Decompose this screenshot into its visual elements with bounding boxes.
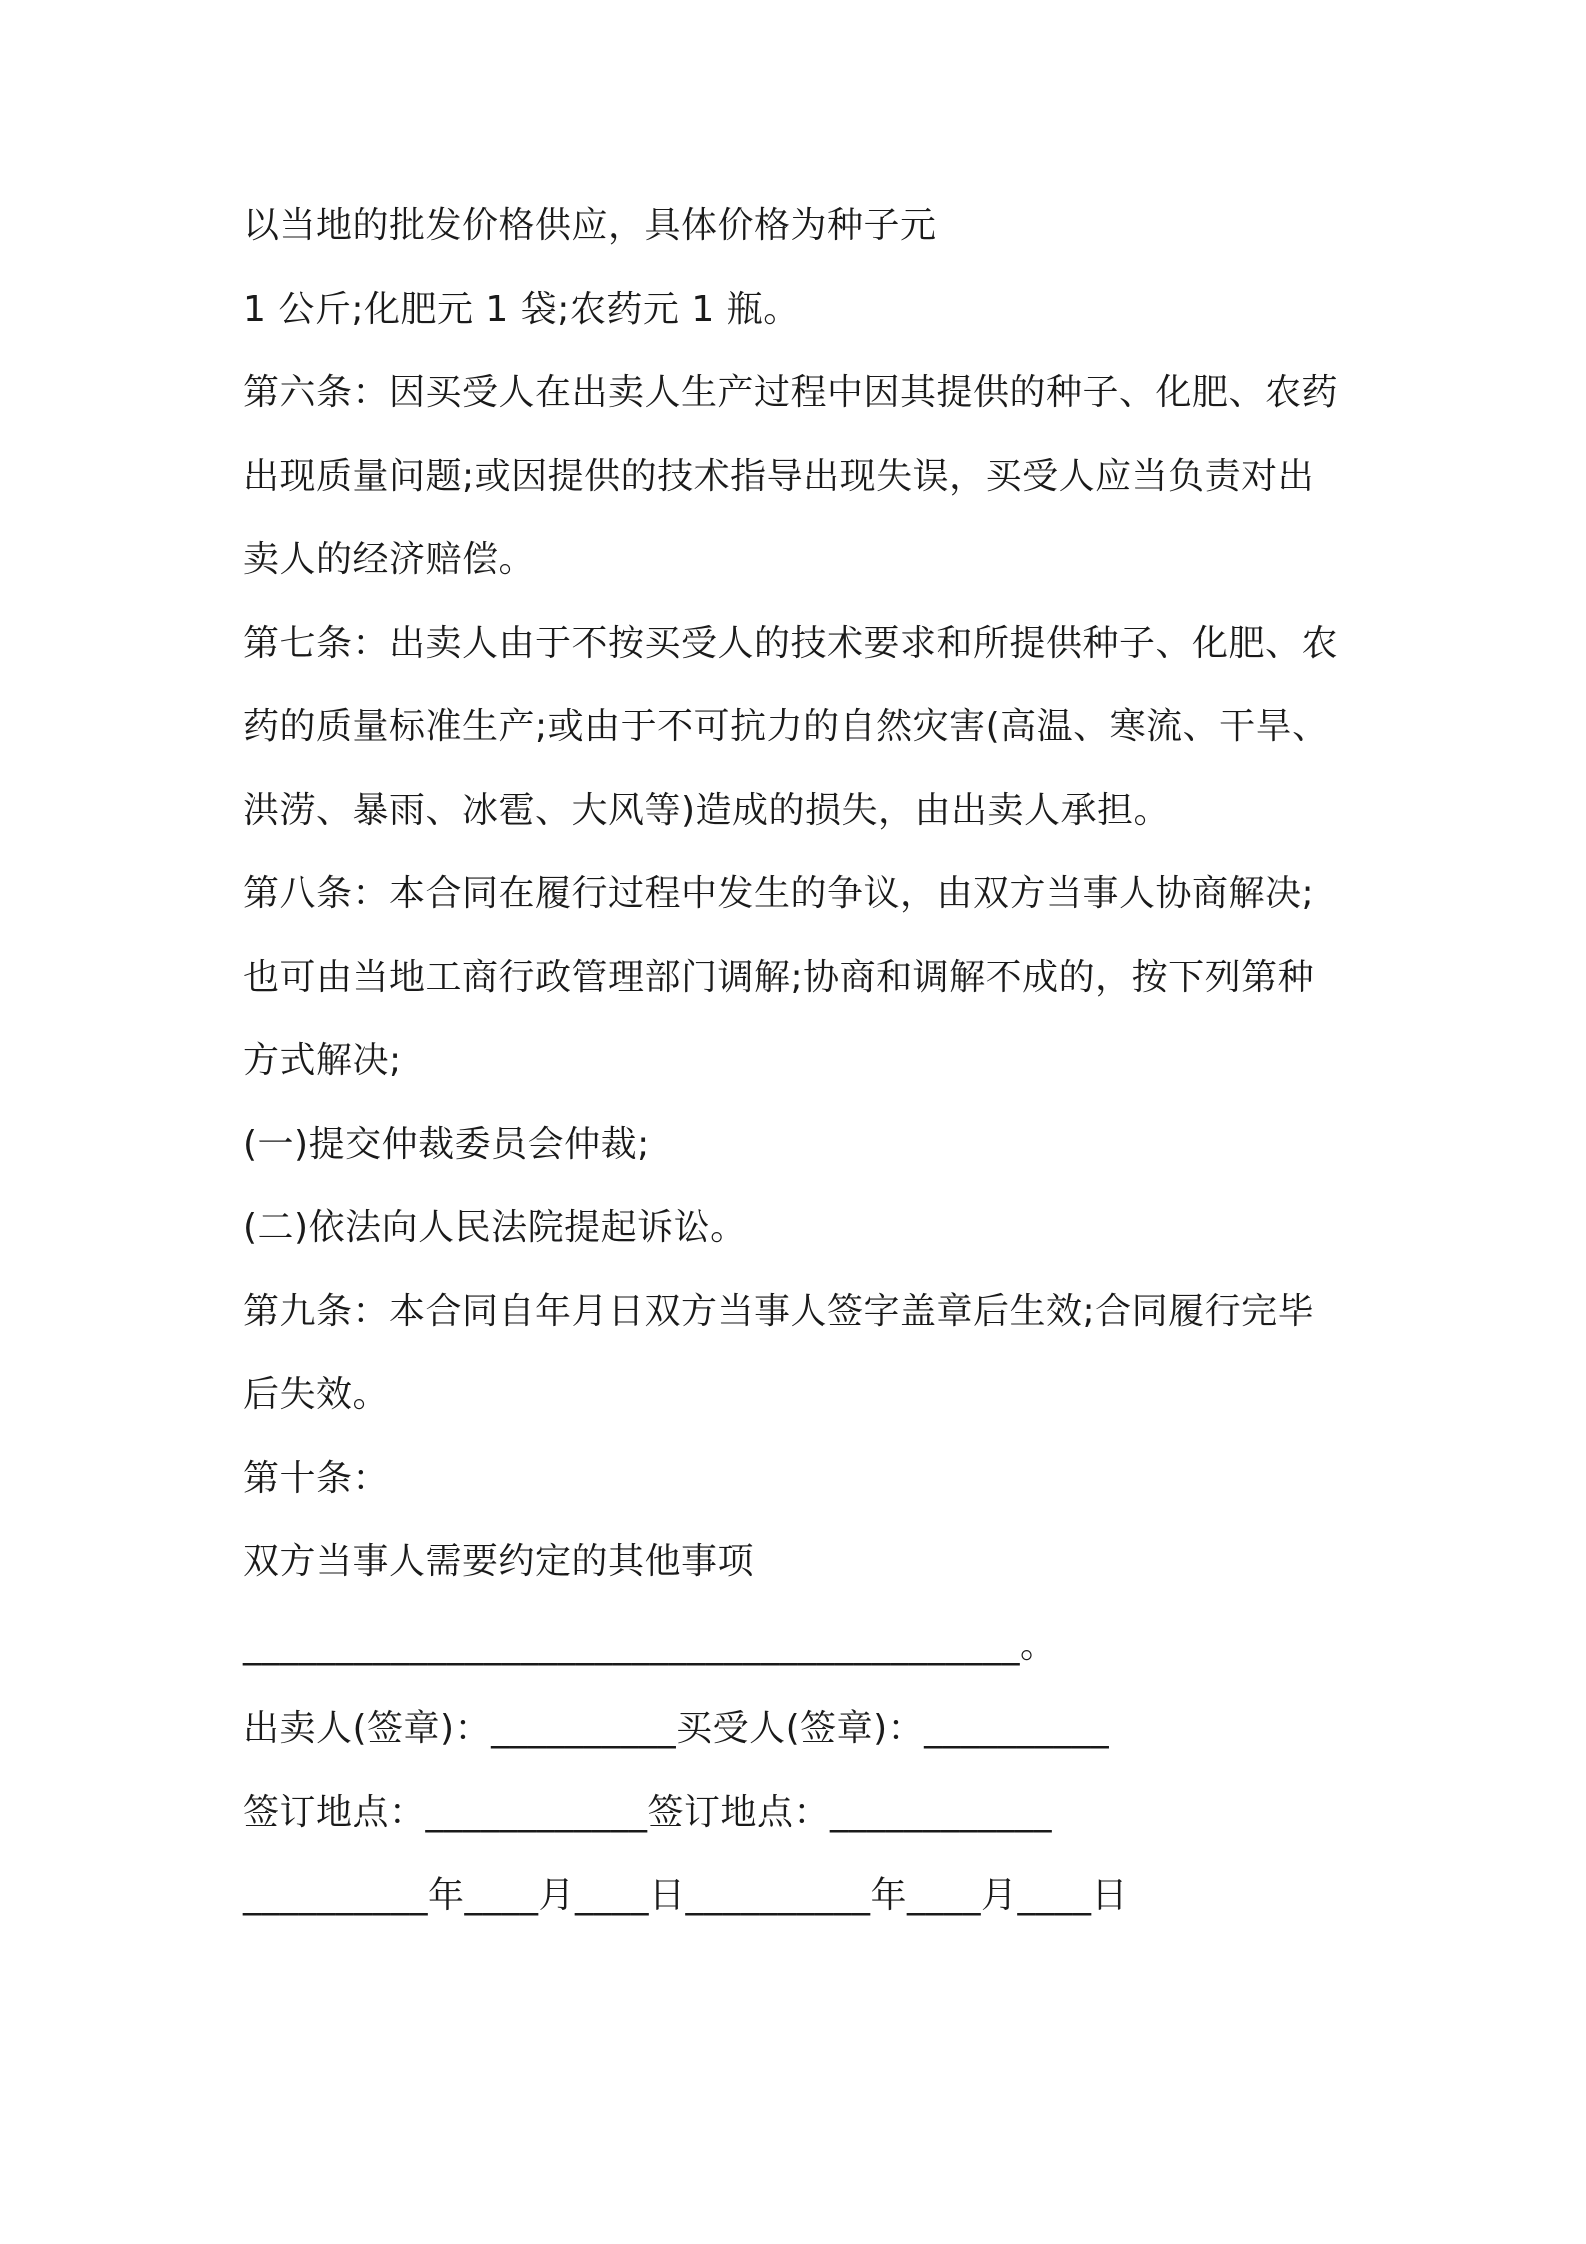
article-9-line: 第九条：本合同自年月日双方当事人签字盖章后生效;合同履行完毕 [243,1290,1315,1332]
text-line: 也可由当地工商行政管理部门调解;协商和调解不成的，按下列第种 [243,956,1315,998]
text-line: 以当地的批发价格供应，具体价格为种子元 [243,205,937,246]
text-line: 卖人的经济赔偿。 [243,539,536,580]
list-item: (一)提交仲裁委员会仲裁; [243,1123,650,1165]
date-line: __________年____月____日__________年____月____日 [243,1875,1128,1916]
article-7-line: 第七条：出卖人由于不按买受人的技术要求和所提供种子、化肥、农 [243,622,1339,664]
blank-fill-line: __________________________________________。 [243,1624,1057,1666]
signature-line: 出卖人(签章)：__________买受人(签章)：__________ [243,1708,1110,1749]
text-line: 双方当事人需要约定的其他事项 [243,1541,755,1582]
text-line: 1 公斤;化肥元 1 袋;农药元 1 瓶。 [243,288,800,330]
text-line: 出现质量问题;或因提供的技术指导出现失误，买受人应当负责对出 [243,455,1315,497]
text-line: 后失效。 [243,1374,390,1415]
list-item: (二)依法向人民法院提起诉讼。 [243,1207,747,1248]
text-line: 方式解决; [243,1040,402,1081]
article-10-line: 第十条： [243,1457,390,1499]
document-body [243,196,1363,1950]
text-line: 洪涝、暴雨、冰雹、大风等)造成的损失，由出卖人承担。 [243,789,1171,831]
article-6-line: 第六条：因买受人在出卖人生产过程中因其提供的种子、化肥、农药 [243,372,1339,413]
signing-place-line: 签订地点：____________签订地点：____________ [243,1791,1053,1833]
text-line: 药的质量标准生产;或由于不可抗力的自然灾害(高温、寒流、干旱、 [243,706,1329,747]
article-8-line: 第八条：本合同在履行过程中发生的争议，由双方当事人协商解决; [243,873,1315,914]
